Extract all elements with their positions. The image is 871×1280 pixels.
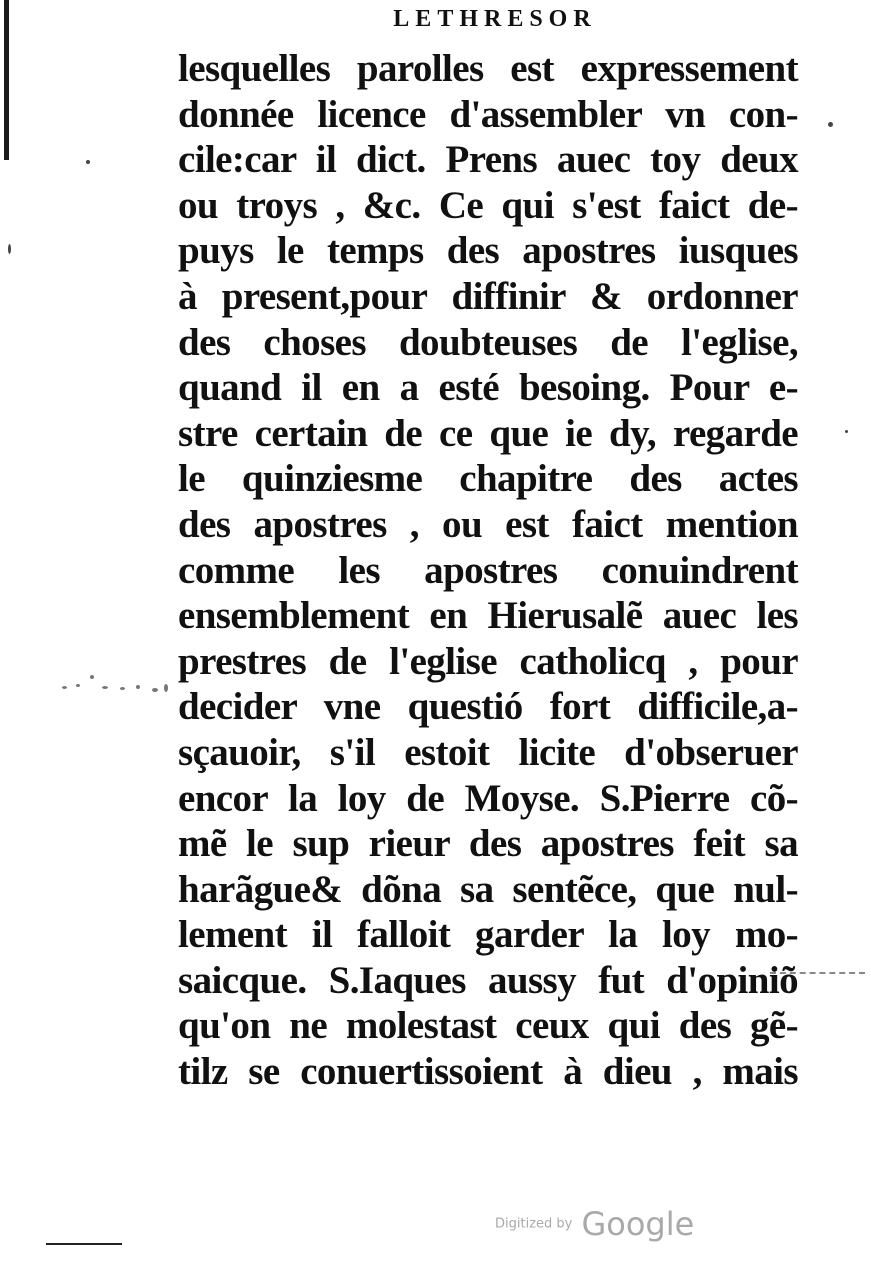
text-line: tilz se conuertissoient à dieu , mais: [178, 1050, 798, 1094]
scan-speck: [828, 122, 833, 127]
text-line: des apostres , ou est faict mention: [178, 502, 798, 546]
text-line: saicque. S.Iaques aussy fut d'opiniõ: [178, 958, 798, 1002]
text-line: stre certain de ce que ie dy, regarde: [178, 411, 798, 455]
text-line: des choses doubteuses de l'eglise,: [178, 320, 798, 364]
text-line: ensemblement en Hierusalẽ auec les: [178, 594, 798, 638]
text-line: harãgue& dõna sa sentẽce, que nul-: [178, 867, 798, 911]
text-line: qu'on ne molestast ceux qui des gẽ-: [178, 1004, 798, 1048]
text-line: comme les apostres conuindrent: [178, 548, 798, 592]
footer-rule: [46, 1243, 122, 1245]
text-line: à present,pour diffinir & ordonner: [178, 274, 798, 318]
text-line: donnée licence d'assembler vn con-: [178, 92, 798, 136]
text-line: puys le temps des apostres iusques: [178, 229, 798, 273]
text-line: le quinziesme chapitre des actes: [178, 457, 798, 501]
digitized-watermark: [495, 1205, 694, 1243]
scan-speck: [86, 160, 90, 164]
page-text: [178, 46, 798, 1095]
text-line: cile:car il dict. Prens auec toy deux: [178, 138, 798, 182]
running-header: LETHRESOR: [393, 6, 597, 32]
left-margin-rule: [4, 0, 9, 160]
text-line: lement il falloit garder la loy mo-: [178, 913, 798, 957]
text-line: mẽ le sup rieur des apostres feit sa: [178, 822, 798, 866]
scan-speck: [845, 430, 848, 433]
text-line: quand il en a esté besoing. Pour e-: [178, 366, 798, 410]
text-line: decider vne questió fort difficile,a-: [178, 685, 798, 729]
text-line: ou troys , &c. Ce qui s'est faict de-: [178, 183, 798, 227]
text-line: prestres de l'eglise catholicq , pour: [178, 639, 798, 683]
google-logo: Google: [581, 1205, 695, 1243]
scan-speck: [8, 244, 11, 254]
text-line: sçauoir, s'il estoit licite d'obseruer: [178, 730, 798, 774]
bleed-through-dash: [770, 972, 865, 976]
text-line: encor la loy de Moyse. S.Pierre cõ-: [178, 776, 798, 820]
watermark-caption: Digitized by: [495, 1216, 573, 1232]
bleed-through-marks: [62, 672, 172, 698]
text-line: lesquelles parolles est expressement: [178, 47, 798, 90]
